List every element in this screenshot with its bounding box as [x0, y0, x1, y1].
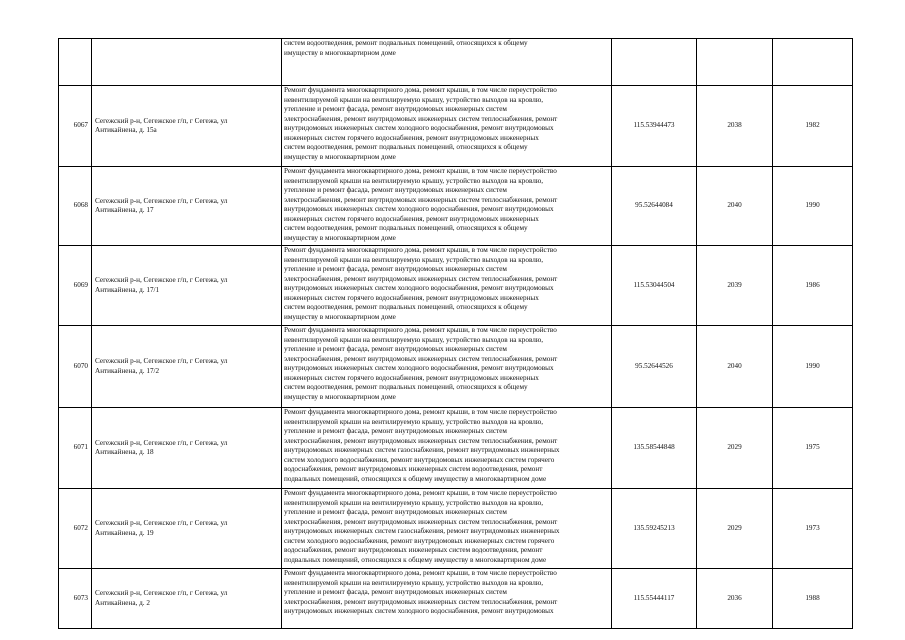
cost-value-cell: 135.58544848 — [612, 408, 697, 489]
work-description-line: внутридомовых инженерных систем холодного водоснабжения, ремонт внутридомовых — [284, 205, 554, 213]
work-description-line: Ремонт фундамента многоквартирного дома, ремонт крыши, в том числе переустройство — [284, 408, 557, 416]
cost-value-cell: 115.55444117 — [612, 569, 697, 629]
work-description-cell — [282, 246, 612, 326]
cost-value-cell: 115.53044504 — [612, 246, 697, 326]
work-description-line: подвальных помещений, относящихся к общему имуществу в многоквартирном доме — [284, 474, 547, 483]
work-description-line: невентилируемой крыши на вентилируемую крышу, устройство выходов на кровлю, — [284, 335, 544, 344]
work-description-line: Ремонт фундамента многоквартирного дома, ремонт крыши, в том числе переустройство — [284, 569, 557, 577]
table-body — [59, 39, 853, 629]
address-cell — [92, 246, 282, 326]
planned-year-cell: 2038 — [697, 86, 773, 167]
work-description-line: имуществу в многоквартирном доме — [284, 48, 396, 57]
address-line: Антикайнена, д. 17 — [95, 206, 154, 214]
work-description-line: электроснабжения, ремонт внутридомовых инженерных систем теплоснабжения, ремонт — [284, 114, 558, 123]
address-line: Антикайнена, д. 17/2 — [95, 366, 160, 375]
table-row — [59, 489, 853, 569]
cost-value-cell — [612, 39, 697, 86]
planned-year-cell — [697, 39, 773, 86]
address-line: Антикайнена, д. 19 — [95, 528, 154, 537]
address-cell — [92, 569, 282, 629]
work-description-line: водоснабжения, ремонт внутридомовых инженерных систем водоотведения, ремонт — [284, 546, 543, 554]
work-description-line: инженерных систем горячего водоснабжения, ремонт внутридомовых инженерных — [284, 293, 539, 302]
work-description-line: невентилируемой крыши на вентилируемую крышу, устройство выходов на кровлю, — [284, 498, 544, 507]
work-description-line: Ремонт фундамента многоквартирного дома, ремонт крыши, в том числе переустройство — [284, 326, 557, 334]
work-description-cell — [282, 326, 612, 408]
row-number-cell: 6071 — [59, 408, 92, 489]
cost-value-cell: 95.52644084 — [612, 167, 697, 246]
work-description-line: подвальных помещений, относящихся к общему имуществу в многоквартирном доме — [284, 555, 547, 564]
work-description-line: систем водоотведения, ремонт подвальных помещений, относящихся к общему — [284, 383, 528, 391]
work-description-line: электроснабжения, ремонт внутридомовых инженерных систем теплоснабжения, ремонт — [284, 354, 558, 363]
work-description-line: инженерных систем горячего водоснабжения, ремонт внутридомовых инженерных — [284, 133, 539, 142]
work-description-line: электроснабжения, ремонт внутридомовых инженерных систем теплоснабжения, ремонт — [284, 195, 558, 204]
work-description-line: внутридомовых инженерных систем газоснабжения, ремонт внутридомовых инженерных — [284, 527, 560, 535]
work-description-line: невентилируемой крыши на вентилируемую крышу, устройство выходов на кровлю, — [284, 417, 544, 426]
build-year-cell: 1988 — [773, 569, 853, 629]
row-number-cell: 6069 — [59, 246, 92, 326]
repair-schedule-table — [58, 38, 853, 629]
work-description-cell — [282, 408, 612, 489]
address-cell — [92, 489, 282, 569]
work-description-line: систем холодного водоснабжения, ремонт внутридомовых инженерных систем горячего — [284, 455, 555, 464]
work-description-line: систем водоотведения, ремонт подвальных помещений, относящихся к общему — [284, 303, 528, 311]
work-description-cell — [282, 489, 612, 569]
work-description-line: утепление и ремонт фасада, ремонт внутридомовых инженерных систем — [284, 588, 507, 596]
work-description-line: невентилируемой крыши на вентилируемую крышу, устройство выходов на кровлю, — [284, 95, 544, 104]
address-line: Антикайнена, д. 15а — [95, 126, 157, 134]
work-description-line: Ремонт фундамента многоквартирного дома, ремонт крыши, в том числе переустройство — [284, 489, 557, 497]
build-year-cell: 1982 — [773, 86, 853, 167]
planned-year-cell: 2040 — [697, 167, 773, 246]
work-description-line: электроснабжения, ремонт внутридомовых инженерных систем теплоснабжения, ремонт — [284, 274, 558, 283]
row-number-cell: 6072 — [59, 489, 92, 569]
table-row — [59, 326, 853, 408]
work-description-line: систем водоотведения, ремонт подвальных помещений, относящихся к общему — [284, 39, 528, 47]
address-line: Сегежский р-н, Сегежское г/п, г Сегежа, ул — [95, 116, 228, 125]
work-description-line: внутридомовых инженерных систем холодного водоснабжения, ремонт внутридомовых — [284, 364, 554, 372]
table-row — [59, 39, 853, 86]
build-year-cell: 1990 — [773, 167, 853, 246]
work-description-line: имуществу в многоквартирном доме — [284, 152, 396, 161]
work-description-cell — [282, 167, 612, 246]
planned-year-cell: 2029 — [697, 489, 773, 569]
work-description-line: внутридомовых инженерных систем газоснабжения, ремонт внутридомовых инженерных — [284, 446, 560, 454]
address-cell — [92, 86, 282, 167]
work-description-cell — [282, 569, 612, 629]
table-row — [59, 246, 853, 326]
work-description-line: инженерных систем горячего водоснабжения, ремонт внутридомовых инженерных — [284, 214, 539, 223]
work-description-line: невентилируемой крыши на вентилируемую крышу, устройство выходов на кровлю, — [284, 255, 544, 264]
address-cell — [92, 167, 282, 246]
work-description-line: невентилируемой крыши на вентилируемую крышу, устройство выходов на кровлю, — [284, 578, 544, 587]
address-cell — [92, 326, 282, 408]
cost-value-cell: 95.52644526 — [612, 326, 697, 408]
row-number-cell — [59, 39, 92, 86]
work-description-line: Ремонт фундамента многоквартирного дома, ремонт крыши, в том числе переустройство — [284, 86, 557, 94]
work-description-line: утепление и ремонт фасада, ремонт внутридомовых инженерных систем — [284, 105, 507, 113]
planned-year-cell: 2029 — [697, 408, 773, 489]
address-line: Антикайнена, д. 18 — [95, 448, 154, 456]
work-description-line: имуществу в многоквартирном доме — [284, 312, 396, 321]
build-year-cell: 1973 — [773, 489, 853, 569]
address-line: Антикайнена, д. 2 — [95, 598, 150, 607]
work-description-line: внутридомовых инженерных систем холодного водоснабжения, ремонт внутридомовых — [284, 124, 554, 132]
address-line: Сегежский р-н, Сегежское г/п, г Сегежа, ул — [95, 357, 228, 365]
work-description-cell — [282, 39, 612, 86]
work-description-line: утепление и ремонт фасада, ремонт внутридомовых инженерных систем — [284, 427, 507, 435]
cost-value-cell: 135.59245213 — [612, 489, 697, 569]
work-description-cell — [282, 86, 612, 167]
work-description-line: имуществу в многоквартирном доме — [284, 233, 396, 242]
work-description-line: систем холодного водоснабжения, ремонт внутридомовых инженерных систем горячего — [284, 536, 555, 545]
work-description-line: систем водоотведения, ремонт подвальных помещений, относящихся к общему — [284, 143, 528, 151]
table-row — [59, 86, 853, 167]
table-row — [59, 408, 853, 489]
work-description-line: водоснабжения, ремонт внутридомовых инженерных систем водоотведения, ремонт — [284, 465, 543, 473]
work-description-line: утепление и ремонт фасада, ремонт внутридомовых инженерных систем — [284, 186, 507, 194]
address-line: Сегежский р-н, Сегежское г/п, г Сегежа, ул — [95, 196, 228, 205]
row-number-cell: 6068 — [59, 167, 92, 246]
address-line: Сегежский р-н, Сегежское г/п, г Сегежа, ул — [95, 438, 228, 447]
address-line: Сегежский р-н, Сегежское г/п, г Сегежа, ул — [95, 519, 228, 527]
table-row — [59, 569, 853, 629]
work-description-line: электроснабжения, ремонт внутридомовых инженерных систем теплоснабжения, ремонт — [284, 436, 558, 445]
build-year-cell: 1990 — [773, 326, 853, 408]
work-description-line: систем водоотведения, ремонт подвальных помещений, относящихся к общему — [284, 224, 528, 232]
build-year-cell — [773, 39, 853, 86]
build-year-cell: 1986 — [773, 246, 853, 326]
work-description-line: электроснабжения, ремонт внутридомовых инженерных систем теплоснабжения, ремонт — [284, 517, 558, 526]
work-description-line: инженерных систем горячего водоснабжения, ремонт внутридомовых инженерных — [284, 373, 539, 382]
table-row — [59, 167, 853, 246]
work-description-line: имуществу в многоквартирном доме — [284, 392, 396, 401]
planned-year-cell: 2039 — [697, 246, 773, 326]
planned-year-cell: 2036 — [697, 569, 773, 629]
work-description-line: электроснабжения, ремонт внутридомовых инженерных систем теплоснабжения, ремонт — [284, 597, 558, 606]
row-number-cell: 6070 — [59, 326, 92, 408]
planned-year-cell: 2040 — [697, 326, 773, 408]
work-description-line: Ремонт фундамента многоквартирного дома, ремонт крыши, в том числе переустройство — [284, 167, 557, 175]
work-description-line: невентилируемой крыши на вентилируемую крышу, устройство выходов на кровлю, — [284, 176, 544, 185]
address-cell — [92, 39, 282, 86]
address-cell — [92, 408, 282, 489]
address-line: Антикайнена, д. 17/1 — [95, 285, 160, 294]
cost-value-cell: 115.53944473 — [612, 86, 697, 167]
row-number-cell: 6073 — [59, 569, 92, 629]
work-description-line: внутридомовых инженерных систем холодного водоснабжения, ремонт внутридомовых — [284, 607, 554, 615]
address-line: Сегежский р-н, Сегежское г/п, г Сегежа, ул — [95, 589, 228, 597]
build-year-cell: 1975 — [773, 408, 853, 489]
work-description-line: утепление и ремонт фасада, ремонт внутридомовых инженерных систем — [284, 345, 507, 353]
work-description-line: внутридомовых инженерных систем холодного водоснабжения, ремонт внутридомовых — [284, 284, 554, 292]
work-description-line: Ремонт фундамента многоквартирного дома, ремонт крыши, в том числе переустройство — [284, 246, 557, 254]
work-description-line: утепление и ремонт фасада, ремонт внутридомовых инженерных систем — [284, 265, 507, 273]
row-number-cell: 6067 — [59, 86, 92, 167]
address-line: Сегежский р-н, Сегежское г/п, г Сегежа, ул — [95, 276, 228, 284]
work-description-line: утепление и ремонт фасада, ремонт внутридомовых инженерных систем — [284, 508, 507, 516]
